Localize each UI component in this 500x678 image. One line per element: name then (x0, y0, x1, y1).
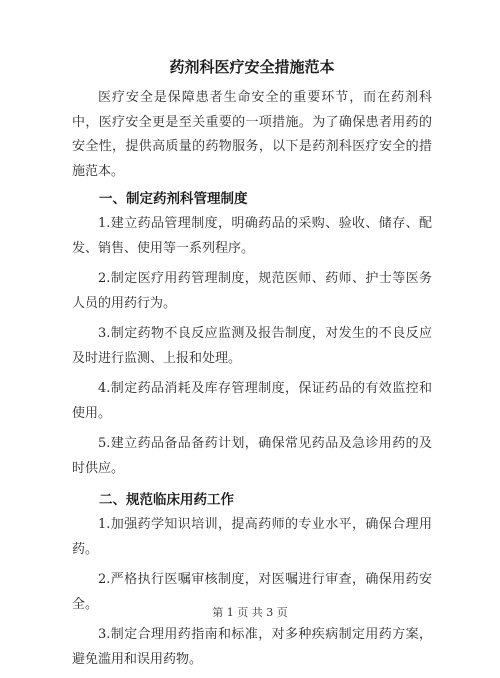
section-2 (72, 487, 432, 672)
document-page (72, 56, 432, 678)
section-heading: 一、制定药剂科管理制度 (99, 191, 248, 207)
list-item: 3.制定药物不良反应监测及报告制度，对发生的不良反应及时进行监测、上报和处理。 (72, 326, 432, 366)
list-item: 2.严格执行医嘱审核制度，对医嘱进行审查，确保用药安全。 (72, 572, 432, 612)
list-item: 2.制定医疗用药管理制度，规范医师、药师、护士等医务人员的用药行为。 (72, 271, 432, 311)
list-item: 1.加强药学知识培训，提高药师的专业水平，确保合理用药。 (72, 517, 432, 557)
list-item: 3.制定合理用药指南和标准，对多种疾病制定用药方案，避免滥用和误用药物。 (72, 627, 432, 667)
intro-paragraph: 医疗安全是保障患者生命安全的重要环节，而在药剂科中，医疗安全更是至关重要的一项措施。为了确保患者用药的安全性，提供高质量的药物服务，以下是药剂科医疗安全的措施范本。 (72, 90, 432, 179)
list-item: 5.建立药品备品备药计划，确保常见药品及急诊用药的及时供应。 (72, 436, 432, 476)
list-item: 4.制定药品消耗及库存管理制度，保证药品的有效监控和使用。 (72, 381, 432, 421)
section-heading: 二、规范临床用药工作 (99, 492, 234, 508)
section-1 (72, 186, 432, 481)
list-item: 1.建立药品管理制度，明确药品的采购、验收、储存、配发、销售、使用等一系列程序。 (72, 216, 432, 256)
document-title: 药剂科医疗安全措施范本 (169, 58, 335, 76)
page-footer: 第 1 页 共 3 页 (212, 606, 288, 619)
